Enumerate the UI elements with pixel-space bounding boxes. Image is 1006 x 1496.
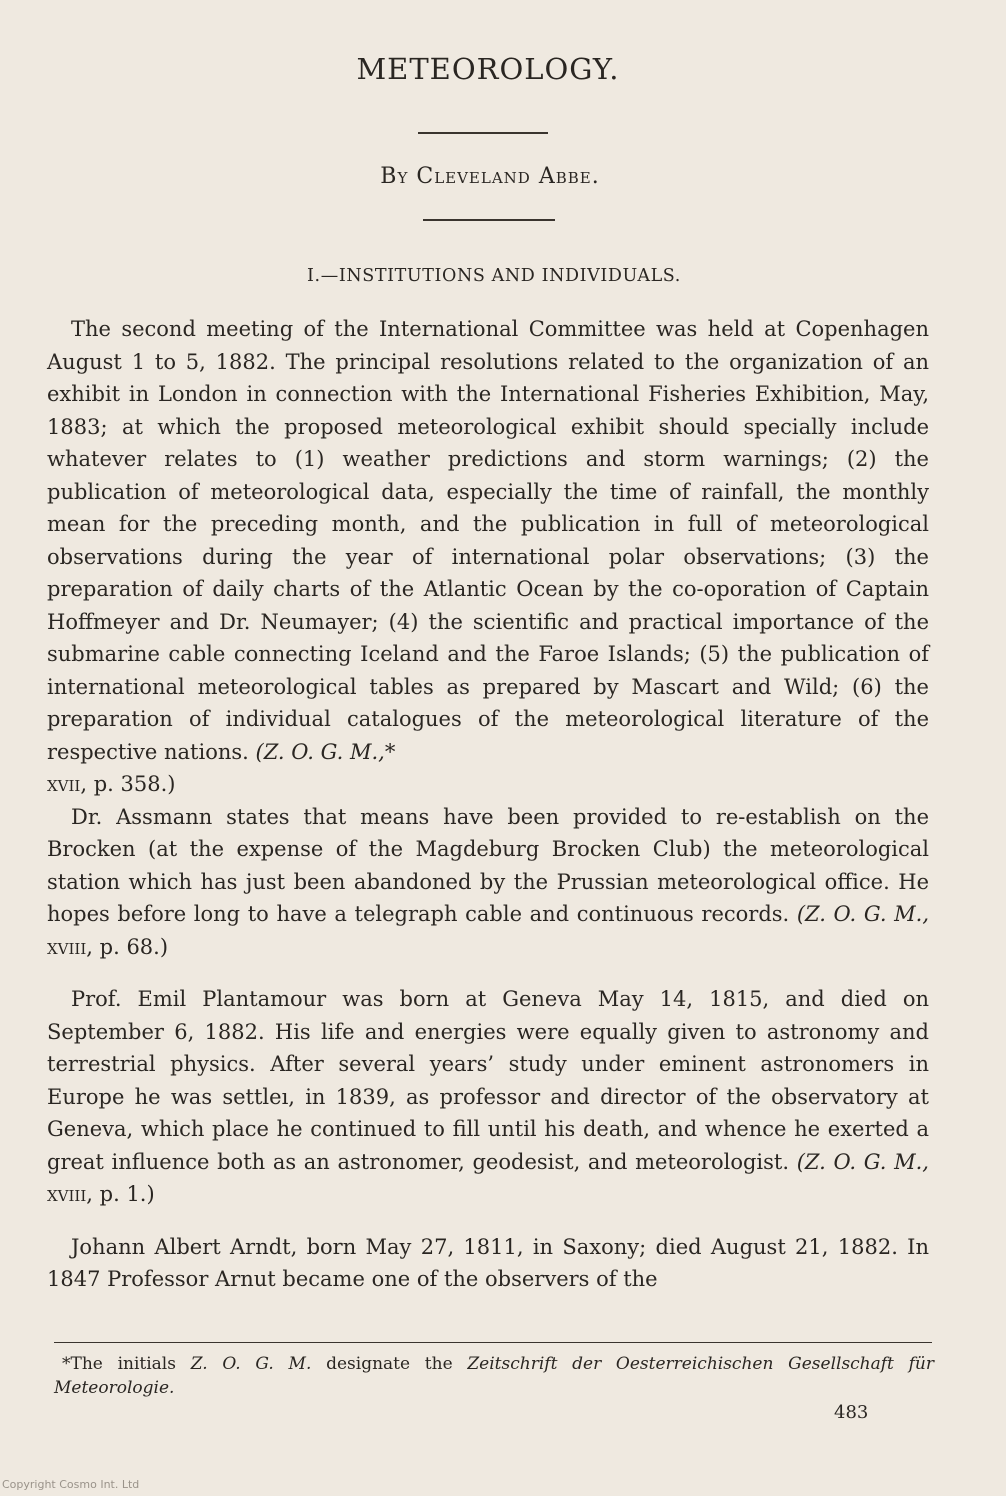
paragraph-text: Dr. Assmann states that means have been provided to re-establish on the Brocken (at the expense of the Magdeburg Brocken Club) the meteorological station which has just been abandoned by the Prussian meteorological office. He hopes before long to have a telegraph cable and continuous records. <box>47 804 929 926</box>
footnote-lead: *The initials <box>62 1354 191 1374</box>
citation-page: , p. 68.) <box>86 934 169 959</box>
copyright-watermark: Copyright Cosmo Int. Ltd <box>2 1478 140 1491</box>
paragraph-international-committee <box>47 313 929 801</box>
citation: (Z. O. G. M., <box>796 902 929 926</box>
page-title: METEOROLOGY. <box>356 52 620 86</box>
citation-volume: xviii <box>47 1182 87 1206</box>
citation: (Z. O. G. M., <box>796 1149 929 1174</box>
paragraph-brocken-station <box>47 801 929 964</box>
footnote-journal: Zeitschrift der Oesterreichischen Gesellschaft für Meteorologie. <box>54 1354 934 1398</box>
footnote-initials: Z. O. G. M. <box>190 1354 312 1374</box>
byline-divider <box>423 219 555 221</box>
citation-page: , p. 1.) <box>86 1182 155 1206</box>
paragraph-arndt <box>47 1231 929 1296</box>
body-text <box>47 313 929 1296</box>
footnote-mid: designate the <box>311 1354 468 1374</box>
footnote-divider <box>54 1342 932 1343</box>
author-byline: By Cleveland Abbe. <box>380 164 600 189</box>
citation-page: , p. 358.) <box>80 772 176 796</box>
footnote <box>54 1352 934 1400</box>
paragraph-text: Johann Albert Arndt, born May 27, 1811, in Saxony; died August 21, 1882. In 1847 Professor Arnut became one of the observers of the <box>47 1234 929 1291</box>
paragraph-text: Prof. Emil Plantamour was born at Geneva May 14, 1815, and died on September 6, 1882. His life and energies were equally given to astronomy and terrestrial physics. After several years’ study under eminent astronomers in Europe he was settleı, in 1839, as professor and director of the observatory at Geneva, which place he continued to fill until his death, and whence he exerted a great influence both as an astronomer, geodesist, and meteorologist. <box>47 987 929 1174</box>
title-divider <box>418 132 548 134</box>
citation-volume: xvii <box>47 772 81 796</box>
paragraph-text: The second meeting of the International Committee was held at Copenhagen August 1 to 5, 1882. The principal resolutions related to the organization of an exhibit in London in connection with the International Fisheries Exhibition, May, 1883; at which the proposed meteorological exhibit should specially include whatever relates to (1) weather predictions and storm warnings; (2) the publication of meteorological data, especially the time of rainfall, the monthly mean for the preceding month, and the publication in full of meteorological observations during the year of international polar observations; (3) the preparation of daily charts of the Atlantic Ocean by the co-oporation of Captain Hoffmeyer and Dr. Neumayer; (4) the scientific and practical importance of the submarine cable connecting Iceland and the Faroe Islands; (5) the publication of international meteorological tables as prepared by Mascart and Wild; (6) the preparation of individual catalogues of the meteorological literature of the respective nations. <box>47 317 929 764</box>
citation: (Z. O. G. M.,* <box>255 739 396 764</box>
paragraph-plantamour <box>47 983 929 1211</box>
section-heading: I.—INSTITUTIONS AND INDIVIDUALS. <box>307 266 681 286</box>
page-number: 483 <box>834 1402 869 1423</box>
citation-volume: xviii <box>47 934 87 959</box>
